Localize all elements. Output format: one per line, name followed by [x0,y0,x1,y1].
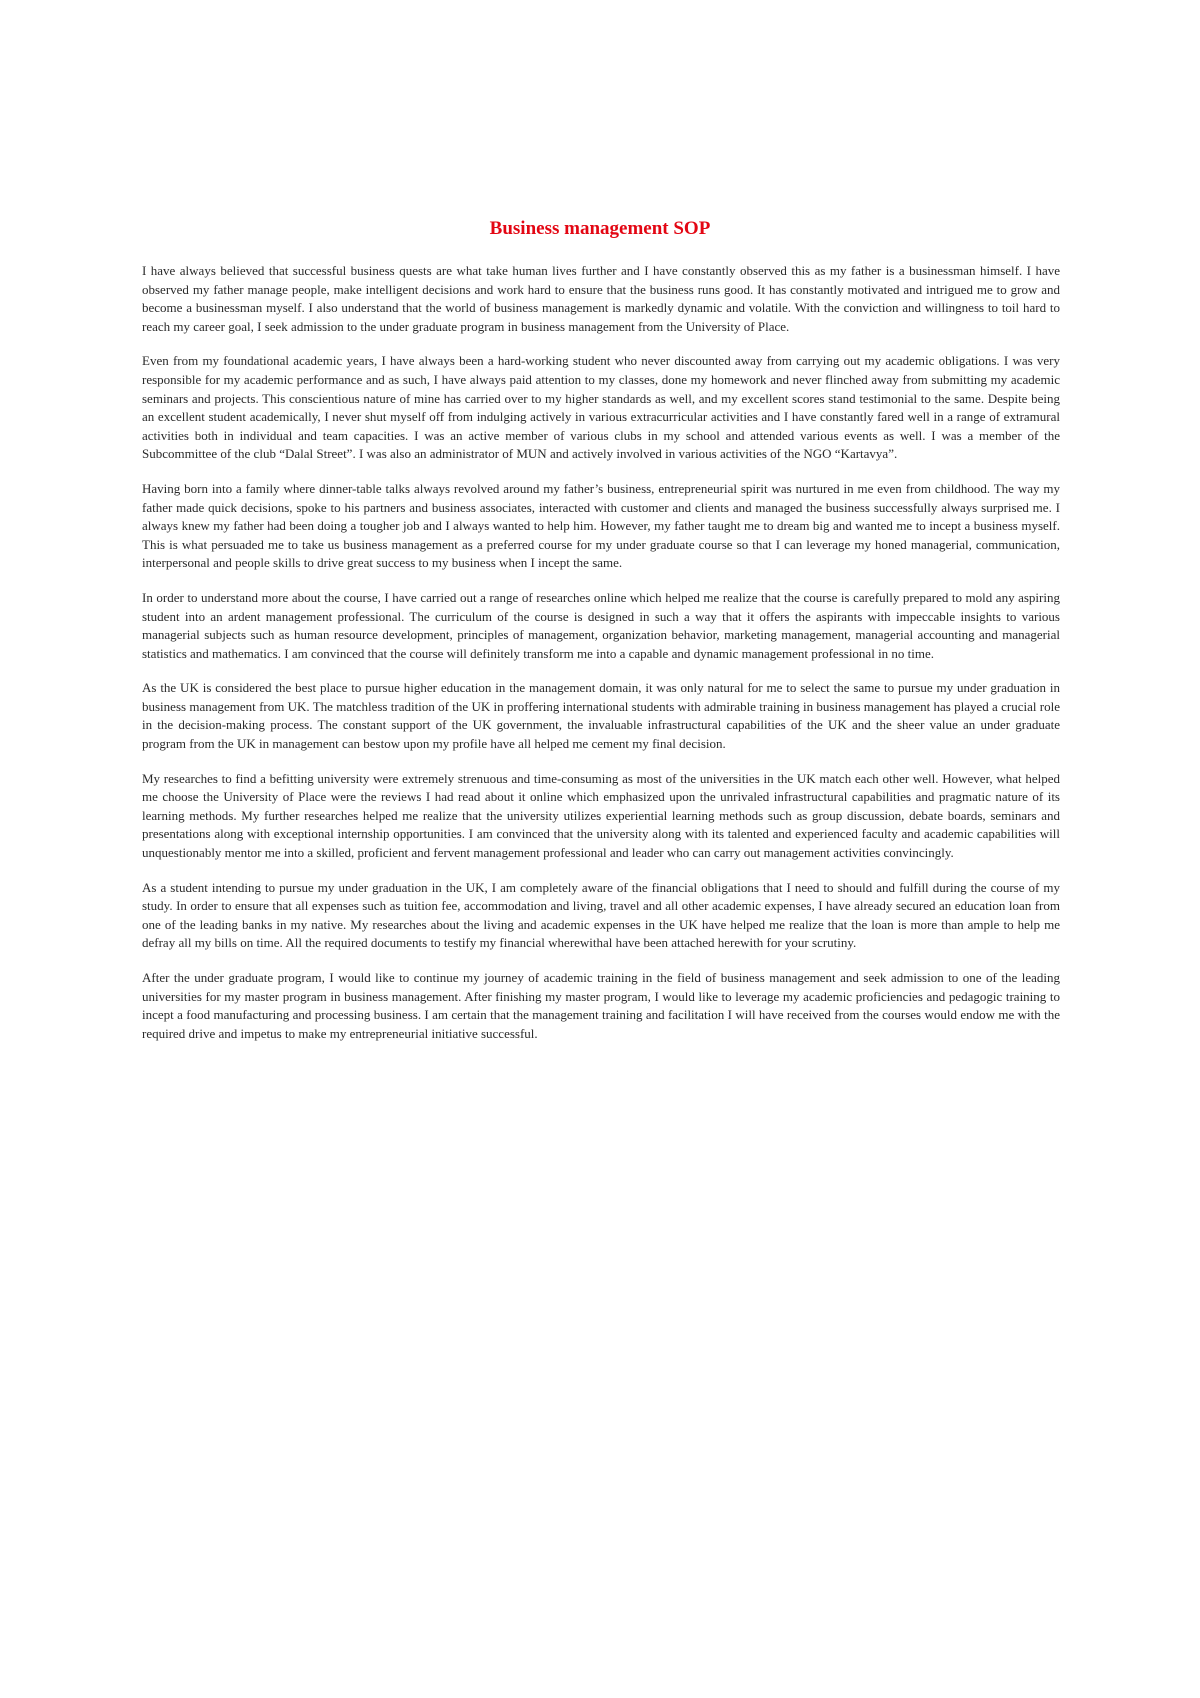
document-body [142,262,1060,1059]
paragraph-1: I have always believed that successful business quests are what take human lives further and I have constantly observed this as my father is a businessman himself. I have observed my father manage people, make intelligent decisions and work hard to ensure that the business runs good. It has constantly motivated and intrigued me to grow and become a businessman myself. I also understand that the world of business management is markedly dynamic and volatile. With the conviction and willingness to toil hard to reach my career goal, I seek admission to the under graduate program in business management from the University of Place. [142,263,1060,334]
paragraph-3: Having born into a family where dinner-table talks always revolved around my father’s business, entrepreneurial spirit was nurtured in me even from childhood. The way my father made quick decisions, spoke to his partners and business associates, interacted with customer and clients and managed the business successfully always surprised me. I always knew my father had been doing a tougher job and I always wanted to help him. However, my father taught me to dream big and wanted me to incept a business myself. This is what persuaded me to take us business management as a preferred course for my under graduate course so that I can leverage my honed managerial, communication, interpersonal and people skills to drive great success to my business when I incept the same. [142,480,1060,571]
paragraph-8: After the under graduate program, I would like to continue my journey of academic training in the field of business management and seek admission to one of the leading universities for my master program in business management. After finishing my master program, I would like to leverage my academic proficiencies and pedagogic training to incept a food manufacturing and processing business. I am certain that the management training and facilitation I will have received from the courses would endow me with the required drive and impetus to make my entrepreneurial initiative successful. [142,970,1060,1041]
paragraph-5: As the UK is considered the best place to pursue higher education in the management domain, it was only natural for me to select the same to pursue my under graduation in business management from UK. The matchless tradition of the UK in proffering international students with admirable training in business management has played a crucial role in the decision-making process. The constant support of the UK government, the invaluable infrastructural capabilities of the UK and the sheer value an under graduate program from the UK in management can bestow upon my profile have all helped me cement my final decision. [142,680,1060,752]
paragraph-7: As a student intending to pursue my under graduation in the UK, I am completely aware of the financial obligations that I need to should and fulfill during the course of my study. In order to ensure that all expenses such as tuition fee, accommodation and living, travel and all other academic expenses, I have already secured an education loan from one of the leading banks in my native. My researches about the living and academic expenses in the UK have helped me realize that the loan is more than ample to help me defray all my bills on time. All the required documents to testify my financial wherewithal have been attached herewith for your scrutiny. [142,879,1060,951]
paragraph-6: My researches to find a befitting university were extremely strenuous and time-consuming as most of the universities in the UK match each other well. However, what helped me choose the University of Place were the reviews I had read about it online which emphasized upon the unrivaled infrastructural capabilities and pragmatic nature of its learning methods. My further researches helped me realize that the university utilizes experiential learning methods such as group discussion, debate boards, seminars and presentations along with exceptional internship opportunities. I am convinced that the university along with its talented and experienced faculty and academic capabilities will unquestionably mentor me into a skilled, proficient and fervent management professional and leader who can carry out management activities convincingly. [142,770,1060,861]
document-title: Business management SOP [489,218,711,239]
paragraph-2: Even from my foundational academic years, I have always been a hard-working student who never discounted away from carrying out my academic obligations. I was very responsible for my academic performance and as such, I have always paid attention to my classes, done my homework and never flinched away from submitting my academic seminars and projects. This conscientious nature of mine has carried over to my higher standards as well, and my excellent scores stand testimonial to the same. Despite being an excellent student academically, I never shut myself off from indulging actively in various extracurricular activities and I have constantly fared well in a range of extramural activities both in individual and team capacities. I was an active member of various clubs in my school and attended various events as well. I was a member of the Subcommittee of the club “Dalal Street”. I was also an administrator of MUN and actively involved in various activities of the NGO “Kartavya”. [142,353,1060,462]
paragraph-4: In order to understand more about the course, I have carried out a range of researches online which helped me realize that the course is carefully prepared to mold any aspiring student into an ardent management professional. The curriculum of the course is designed in such a way that it offers the aspirants with impeccable insights to various managerial subjects such as human resource development, principles of management, organization behavior, marketing management, managerial accounting and managerial statistics and mathematics. I am convinced that the course will definitely transform me into a capable and dynamic management professional in no time. [142,589,1060,661]
